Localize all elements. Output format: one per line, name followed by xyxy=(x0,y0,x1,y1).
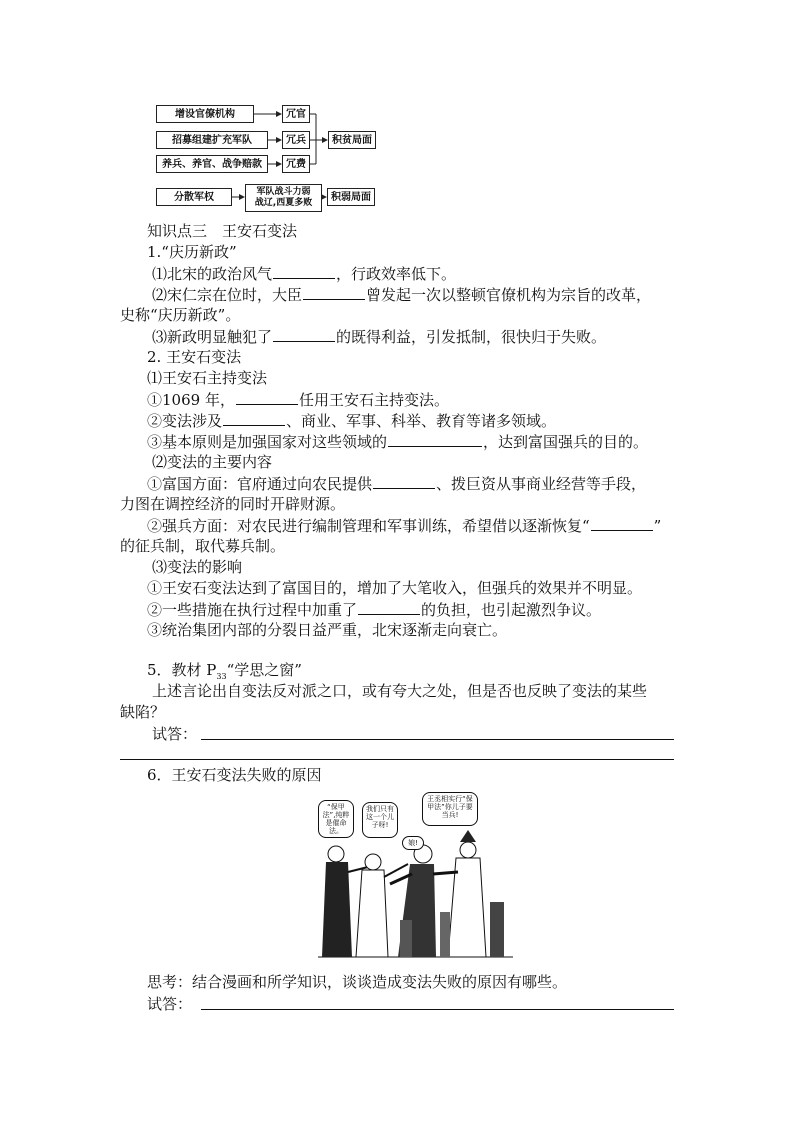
fill-item-3: ⑶新政明显触犯了 的既得利益，引发抵制，很快归于失败。 xyxy=(152,328,607,346)
box-recruit-army: 招募组建扩充军队 xyxy=(156,131,268,149)
q5-body-1: 上述言论出自变法反对派之口，或有夸大之处，但是否也反映了变法的某些 xyxy=(152,682,648,700)
fill-item-c2: ②变法涉及 、商业、军事、科举、教育等诸多领域。 xyxy=(147,412,557,430)
blank-c2[interactable] xyxy=(223,410,285,426)
blank-d2[interactable] xyxy=(591,515,653,531)
box-redundant-officials: 冗官 xyxy=(282,105,310,123)
blank-c1[interactable] xyxy=(236,389,298,405)
impact-3: ③统治集团内部的分裂日益严重，北宋逐渐走向衰亡。 xyxy=(147,621,508,639)
heading-content: ⑵变法的主要内容 xyxy=(152,453,273,471)
blank-1[interactable] xyxy=(273,263,335,279)
box-add-bureaucracy: 增设官僚机构 xyxy=(156,105,254,123)
impact-1: ①王安石变法达到了富国目的，增加了大笔收入，但强兵的效果并不明显。 xyxy=(147,579,643,597)
fill-item-c1: ①1069 年， 任用王安石主持变法。 xyxy=(147,391,449,409)
speech-bubble-2: 我们只有这一个儿子呀! xyxy=(362,802,398,838)
box-weakness-situation: 积弱局面 xyxy=(327,188,375,206)
q5-answer-label: 试答： xyxy=(152,725,198,743)
box-weak-army: 军队战斗力弱 战辽,西夏多败 xyxy=(245,184,322,212)
box-disperse-military: 分散军权 xyxy=(156,188,232,206)
box-poverty-situation: 积贫局面 xyxy=(328,131,376,149)
blank-3[interactable] xyxy=(273,326,335,342)
heading-presides: ⑴王安石主持变法 xyxy=(147,369,268,387)
speech-bubble-1: “保甲法”,纯粹是催命法。 xyxy=(318,800,354,838)
blank-2[interactable] xyxy=(303,284,365,300)
fill-item-2: ⑵宋仁宗在位时，大臣 曾发起一次以整顿官僚机构为宗旨的改革， xyxy=(152,286,652,304)
q5-body-2: 缺陷？ xyxy=(120,703,166,721)
subheading-reform: 2. 王安石变法 xyxy=(147,348,242,366)
fill-item-2-cont: 史称“庆历新政”。 xyxy=(120,306,241,324)
fill-item-1: ⑴北宋的政治风气 ，行政效率低下。 xyxy=(152,265,457,283)
q6-think: 思考：结合漫画和所学知识，谈谈造成变法失败的原因有哪些。 xyxy=(147,973,568,991)
speech-bubble-3: 娘! xyxy=(402,836,424,850)
fill-item-d2: ②强兵方面：对农民进行编制管理和军事训练，希望借以逐渐恢复“ ” xyxy=(147,517,662,535)
q5-title: 5．教材 $P_{33}“$学思之窗” xyxy=(147,661,302,681)
q6-answer-line[interactable] xyxy=(201,1009,674,1010)
blank-c3[interactable] xyxy=(388,431,482,447)
blank-d1[interactable] xyxy=(373,473,435,489)
q6-answer-label: 试答： xyxy=(147,995,193,1013)
cartoon-illustration xyxy=(318,792,513,959)
box-redundant-expenses: 冗费 xyxy=(282,155,310,173)
section-title: 知识点三 王安石变法 xyxy=(147,222,298,240)
box-expenses: 养兵、养官、战争赔款 xyxy=(156,155,268,173)
fill-item-d2-cont: 的征兵制，取代募兵制。 xyxy=(120,537,286,555)
subheading-qingli: 1.“庆历新政” xyxy=(147,243,237,261)
speech-bubble-4: 王丞相实行“保甲法”你儿子要当兵! xyxy=(422,792,478,826)
fill-item-c3: ③基本原则是加强国家对这些领域的 ，达到富国强兵的目的。 xyxy=(147,433,649,451)
fill-item-d1-cont: 力图在调控经济的同时开辟财源。 xyxy=(120,495,346,513)
blank-e2[interactable] xyxy=(358,599,420,615)
diagram-arrows xyxy=(0,0,793,215)
q5-answer-line-1[interactable] xyxy=(201,739,674,740)
q6-title: 6．王安石变法失败的原因 xyxy=(147,766,322,784)
q5-answer-line-2[interactable] xyxy=(120,759,674,760)
heading-impact: ⑶变法的影响 xyxy=(152,558,243,576)
fill-item-d1: ①富国方面：官府通过向农民提供 、拨巨资从事商业经营等手段， xyxy=(147,475,647,493)
cause-diagram xyxy=(0,0,793,215)
fill-item-e2: ②一些措施在执行过程中加重了 的负担，也引起激烈争议。 xyxy=(147,601,602,619)
box-redundant-soldiers: 冗兵 xyxy=(282,131,310,149)
